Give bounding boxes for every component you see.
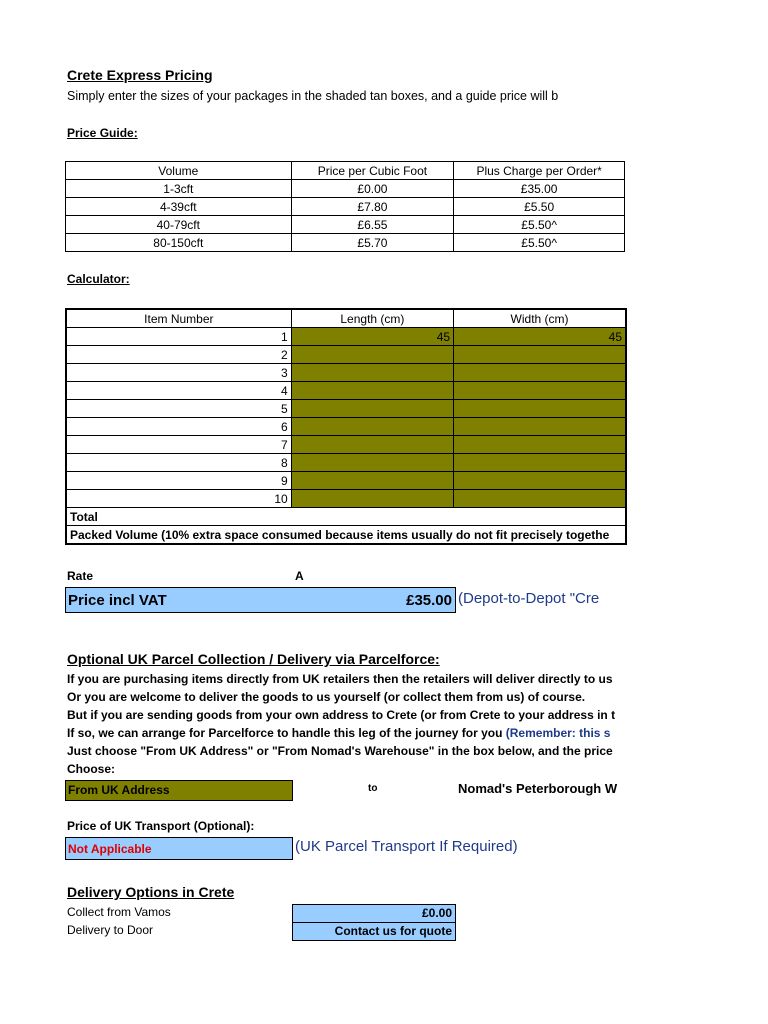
header-item-number: Item Number (66, 309, 291, 328)
width-input[interactable] (454, 436, 626, 454)
calculator-row (66, 382, 626, 400)
transport-value: Not Applicable (68, 842, 152, 856)
width-input[interactable] (454, 400, 626, 418)
price-value: £35.00 (406, 592, 452, 609)
price-cell: £5.70 (291, 234, 454, 252)
width-input[interactable] (454, 364, 626, 382)
remember-note: (Remember: this s (505, 726, 611, 740)
calculator-packed-row (66, 526, 626, 545)
calculator-heading: Calculator: (67, 272, 130, 286)
item-number: 2 (66, 346, 291, 364)
intro-text: Simply enter the sizes of your packages in the shaded tan boxes, and a guide price will b (67, 89, 559, 103)
header-width: Width (cm) (454, 309, 626, 328)
width-input[interactable] (454, 490, 626, 508)
total-label: Total (66, 508, 291, 526)
total-length (291, 508, 453, 526)
price-guide-header-row (66, 162, 625, 180)
width-input[interactable] (454, 346, 626, 364)
uk-line-5: Just choose "From UK Address" or "From Nomad's Warehouse" in the box below, and the price (67, 744, 613, 758)
length-input[interactable] (291, 346, 453, 364)
volume-cell: 1-3cft (66, 180, 292, 198)
item-number: 6 (66, 418, 291, 436)
item-number: 3 (66, 364, 291, 382)
header-length: Length (cm) (291, 309, 453, 328)
width-input[interactable] (454, 382, 626, 400)
delivery-heading: Delivery Options in Crete (67, 884, 235, 900)
to-label: to (368, 783, 378, 794)
length-input[interactable] (291, 418, 453, 436)
calculator-header-row (66, 309, 626, 328)
price-note: (Depot-to-Depot "Cre (458, 590, 600, 607)
volume-cell: 80-150cft (66, 234, 292, 252)
calculator-row (66, 364, 626, 382)
charge-cell: £5.50 (454, 198, 625, 216)
calculator-row (66, 436, 626, 454)
item-number: 8 (66, 454, 291, 472)
calculator-row (66, 418, 626, 436)
uk-line-4-text: If so, we can arrange for Parcelforce to handle this leg of the journey for you (67, 726, 503, 740)
calculator-row (66, 400, 626, 418)
rate-label: Rate (67, 569, 94, 583)
width-input[interactable] (454, 472, 626, 490)
charge-cell: £5.50^ (454, 234, 625, 252)
calculator-total-row (66, 508, 626, 526)
calculator-row (66, 328, 626, 346)
item-number: 1 (66, 328, 291, 346)
item-number: 5 (66, 400, 291, 418)
length-input[interactable] (291, 400, 453, 418)
price-box (65, 587, 456, 613)
length-input[interactable]: 45 (291, 328, 453, 346)
header-volume: Volume (66, 162, 292, 180)
destination: Nomad's Peterborough W (458, 781, 618, 796)
choose-select[interactable] (65, 780, 293, 801)
header-plus-charge: Plus Charge per Order* (454, 162, 625, 180)
volume-cell: 4-39cft (66, 198, 292, 216)
transport-price-box (65, 837, 293, 860)
delivery-option-value: Contact us for quote (334, 924, 452, 938)
choose-value: From UK Address (68, 783, 170, 797)
price-guide-table (65, 161, 625, 252)
delivery-option-value: £0.00 (421, 906, 452, 920)
price-guide-row (66, 216, 625, 234)
delivery-option-value-box (292, 922, 456, 941)
width-input[interactable] (454, 418, 626, 436)
item-number: 4 (66, 382, 291, 400)
item-number: 10 (66, 490, 291, 508)
item-number: 7 (66, 436, 291, 454)
price-guide-heading: Price Guide: (67, 126, 138, 140)
uk-line-1: If you are purchasing items directly from UK retailers then the retailers will deliver directly to us (67, 672, 613, 686)
length-input[interactable] (291, 490, 453, 508)
delivery-option-label: Collect from Vamos (67, 905, 171, 919)
length-input[interactable] (291, 436, 453, 454)
delivery-option-label: Delivery to Door (67, 923, 154, 937)
width-input[interactable] (454, 454, 626, 472)
item-number: 9 (66, 472, 291, 490)
calculator-row (66, 472, 626, 490)
rate-value: A (295, 569, 304, 583)
calculator-row (66, 346, 626, 364)
delivery-option-value-box (292, 904, 456, 923)
price-label: Price incl VAT (68, 592, 167, 609)
page-title: Crete Express Pricing (67, 67, 213, 83)
calculator-row (66, 490, 626, 508)
transport-note: (UK Parcel Transport If Required) (295, 838, 518, 855)
choose-label: Choose: (67, 762, 115, 776)
price-cell: £0.00 (291, 180, 454, 198)
length-input[interactable] (291, 364, 453, 382)
volume-cell: 40-79cft (66, 216, 292, 234)
length-input[interactable] (291, 454, 453, 472)
charge-cell: £35.00 (454, 180, 625, 198)
price-cell: £6.55 (291, 216, 454, 234)
uk-heading: Optional UK Parcel Collection / Delivery via Parcelforce: (67, 651, 440, 667)
price-guide-row (66, 198, 625, 216)
length-input[interactable] (291, 382, 453, 400)
calculator-table (65, 308, 627, 545)
uk-line-2: Or you are welcome to deliver the goods to us yourself (or collect them from us) of course. (67, 690, 586, 704)
uk-line-4 (67, 726, 610, 740)
calculator-row (66, 454, 626, 472)
uk-line-3: But if you are sending goods from your own address to Crete (or from Crete to your address in t (67, 708, 616, 722)
width-input[interactable]: 45 (454, 328, 626, 346)
length-input[interactable] (291, 472, 453, 490)
transport-label: Price of UK Transport (Optional): (67, 819, 255, 833)
price-cell: £7.80 (291, 198, 454, 216)
price-guide-row (66, 234, 625, 252)
packed-volume-label: Packed Volume (10% extra space consumed because items usually do not fit precisely togethe (66, 526, 626, 545)
price-guide-row (66, 180, 625, 198)
total-width (454, 508, 626, 526)
header-price-per-cft: Price per Cubic Foot (291, 162, 454, 180)
charge-cell: £5.50^ (454, 216, 625, 234)
